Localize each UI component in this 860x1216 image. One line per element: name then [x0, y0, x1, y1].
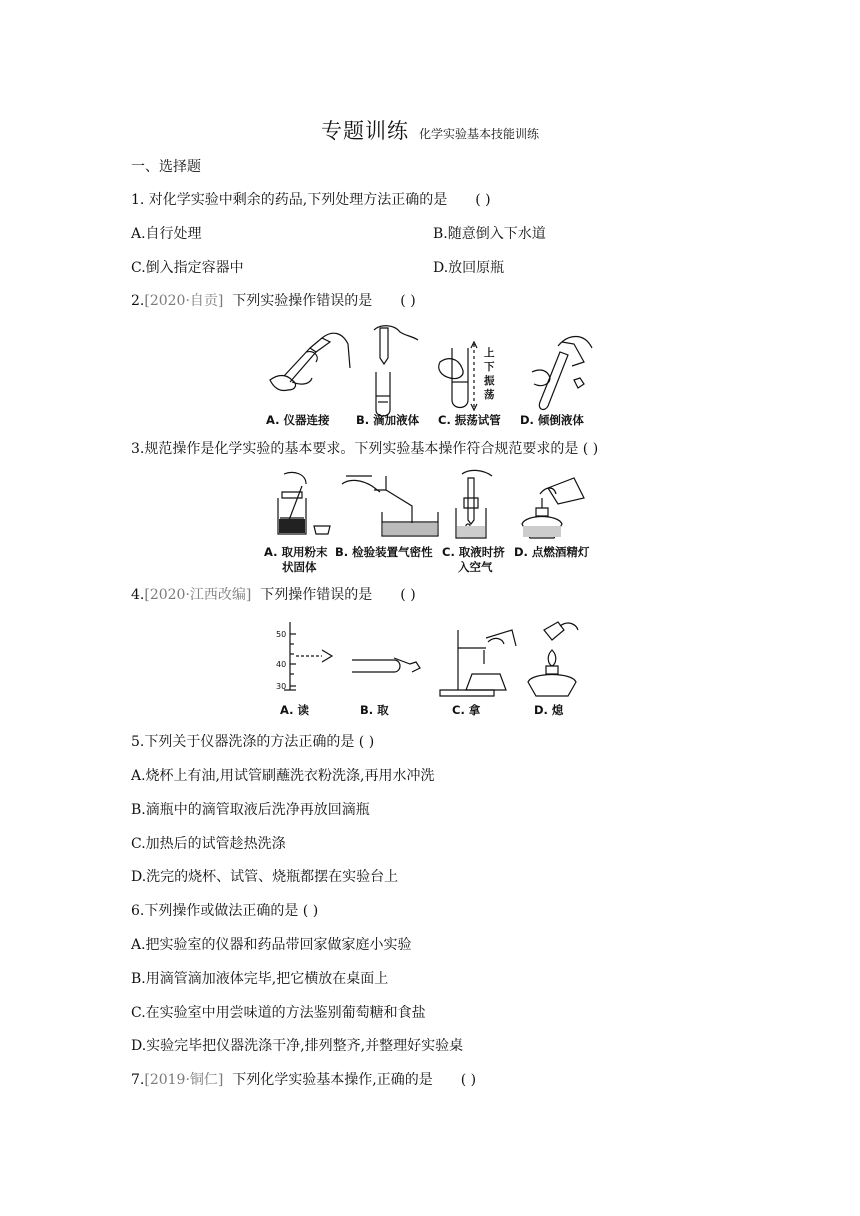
- q4-source: [2020·江西改编]: [144, 587, 252, 603]
- q4-figure-svg: [276, 620, 596, 700]
- q2-pouring-drawing: [532, 337, 592, 410]
- q1-stem: 1. 对化学实验中剩余的药品,下列处理方法正确的是: [131, 192, 448, 208]
- q2-shake-char-4: 荡: [484, 389, 495, 401]
- q4-stand-drawing: [440, 630, 516, 696]
- q2-shake-char-3: 振: [484, 375, 495, 387]
- q4-figure: [276, 620, 596, 720]
- q6-option-b: B.用滴管滴加液体完毕,把它横放在桌面上: [131, 971, 389, 987]
- q2-shake-char-2: 下: [484, 361, 495, 373]
- question-6: 6.下列操作或做法正确的是 ( ): [131, 903, 319, 919]
- title-main: 专题训练: [320, 119, 409, 143]
- q4-test-tube-drawing: [352, 658, 420, 672]
- q6-option-c: C.在实验室中用尝味道的方法鉴别葡萄糖和食盐: [131, 1005, 426, 1021]
- q1-option-a: A.自行处理: [131, 226, 202, 242]
- question-2: [131, 292, 416, 310]
- q3-caption-b: B. 检验装置气密性: [335, 545, 433, 559]
- q3-caption-a-line1: A. 取用粉末: [264, 545, 328, 559]
- question-3: 3.规范操作是化学实验的基本要求。下列实验基本操作符合规范要求的是 ( ): [131, 441, 599, 457]
- q1-option-d: D.放回原瓶: [433, 260, 505, 276]
- q2-shake-char-1: 上: [484, 347, 495, 359]
- q2-instrument-connection-drawing: [270, 333, 350, 390]
- q3-figure: [262, 468, 602, 574]
- q7-source: [2019·铜仁]: [144, 1072, 224, 1088]
- title-subtitle: 化学实验基本技能训练: [418, 127, 539, 141]
- question-4: [131, 586, 416, 604]
- question-1: [131, 191, 491, 209]
- q5-option-d: D.洗完的烧杯、试管、烧瓶都摆在实验台上: [131, 869, 399, 885]
- q4-scale-30: 30: [276, 682, 287, 691]
- q4-scale-50: 50: [276, 630, 287, 639]
- q7-stem: 下列化学实验基本操作,正确的是: [232, 1072, 433, 1088]
- q2-caption-d: D. 倾倒液体: [520, 413, 584, 427]
- question-7: [131, 1071, 476, 1089]
- q4-caption-c: C. 拿: [452, 703, 481, 717]
- q2-caption-c: C. 振荡试管: [438, 413, 501, 427]
- page-title: [0, 115, 860, 145]
- q2-number: 2.: [131, 293, 145, 309]
- q4-number: 4.: [131, 587, 145, 603]
- q4-stem: 下列操作错误的是: [260, 587, 373, 603]
- q2-dropper-drawing: [374, 326, 418, 416]
- q6-option-a: A.把实验室的仪器和药品带回家做家庭小实验: [131, 937, 412, 953]
- q1-option-c: C.倒入指定容器中: [131, 260, 244, 276]
- q4-answer-blank: ( ): [400, 587, 416, 603]
- q4-lamp-drawing: [528, 622, 578, 696]
- q7-answer-blank: ( ): [460, 1072, 477, 1088]
- q2-caption-a: A. 仪器连接: [266, 413, 330, 427]
- q1-answer-blank: ( ): [475, 192, 491, 208]
- q3-caption-a-line2: 状固体: [282, 560, 317, 574]
- q3-caption-d: D. 点燃酒精灯: [514, 545, 590, 559]
- q5-option-c: C.加热后的试管趁热洗涤: [131, 836, 286, 852]
- q2-stem: 下列实验操作错误的是: [232, 293, 373, 309]
- q2-source: [2020·自贡]: [144, 293, 224, 309]
- q7-number: 7.: [131, 1072, 145, 1088]
- q4-scale-40: 40: [276, 660, 287, 669]
- q4-caption-b: B. 取: [360, 703, 389, 717]
- q2-shaking-drawing: [439, 342, 477, 410]
- q5-option-a: A.烧杯上有油,用试管刷蘸洗衣粉洗涤,再用水冲洗: [131, 768, 435, 784]
- q1-option-b: B.随意倒入下水道: [433, 226, 546, 242]
- q3-figure-svg: [262, 468, 602, 544]
- q6-option-d: D.实验完毕把仪器洗涤干净,排列整齐,并整理好实验桌: [131, 1038, 464, 1054]
- q4-cylinder-drawing: [284, 622, 332, 690]
- q2-answer-blank: ( ): [400, 293, 416, 309]
- q4-caption-a: A. 读: [280, 703, 309, 717]
- q2-caption-b: B. 滴加液体: [356, 413, 420, 427]
- q2-figure: [262, 322, 602, 428]
- q3-caption-c-line1: C. 取液时挤: [442, 545, 505, 559]
- q5-option-b: B.滴瓶中的滴管取液后洗净再放回滴瓶: [131, 802, 370, 818]
- q3-caption-c-line2: 入空气: [458, 560, 493, 574]
- question-5: 5.下列关于仪器洗涤的方法正确的是 ( ): [131, 734, 375, 750]
- q4-caption-d: D. 熄: [534, 703, 564, 717]
- section-heading: 一、选择题: [131, 159, 201, 175]
